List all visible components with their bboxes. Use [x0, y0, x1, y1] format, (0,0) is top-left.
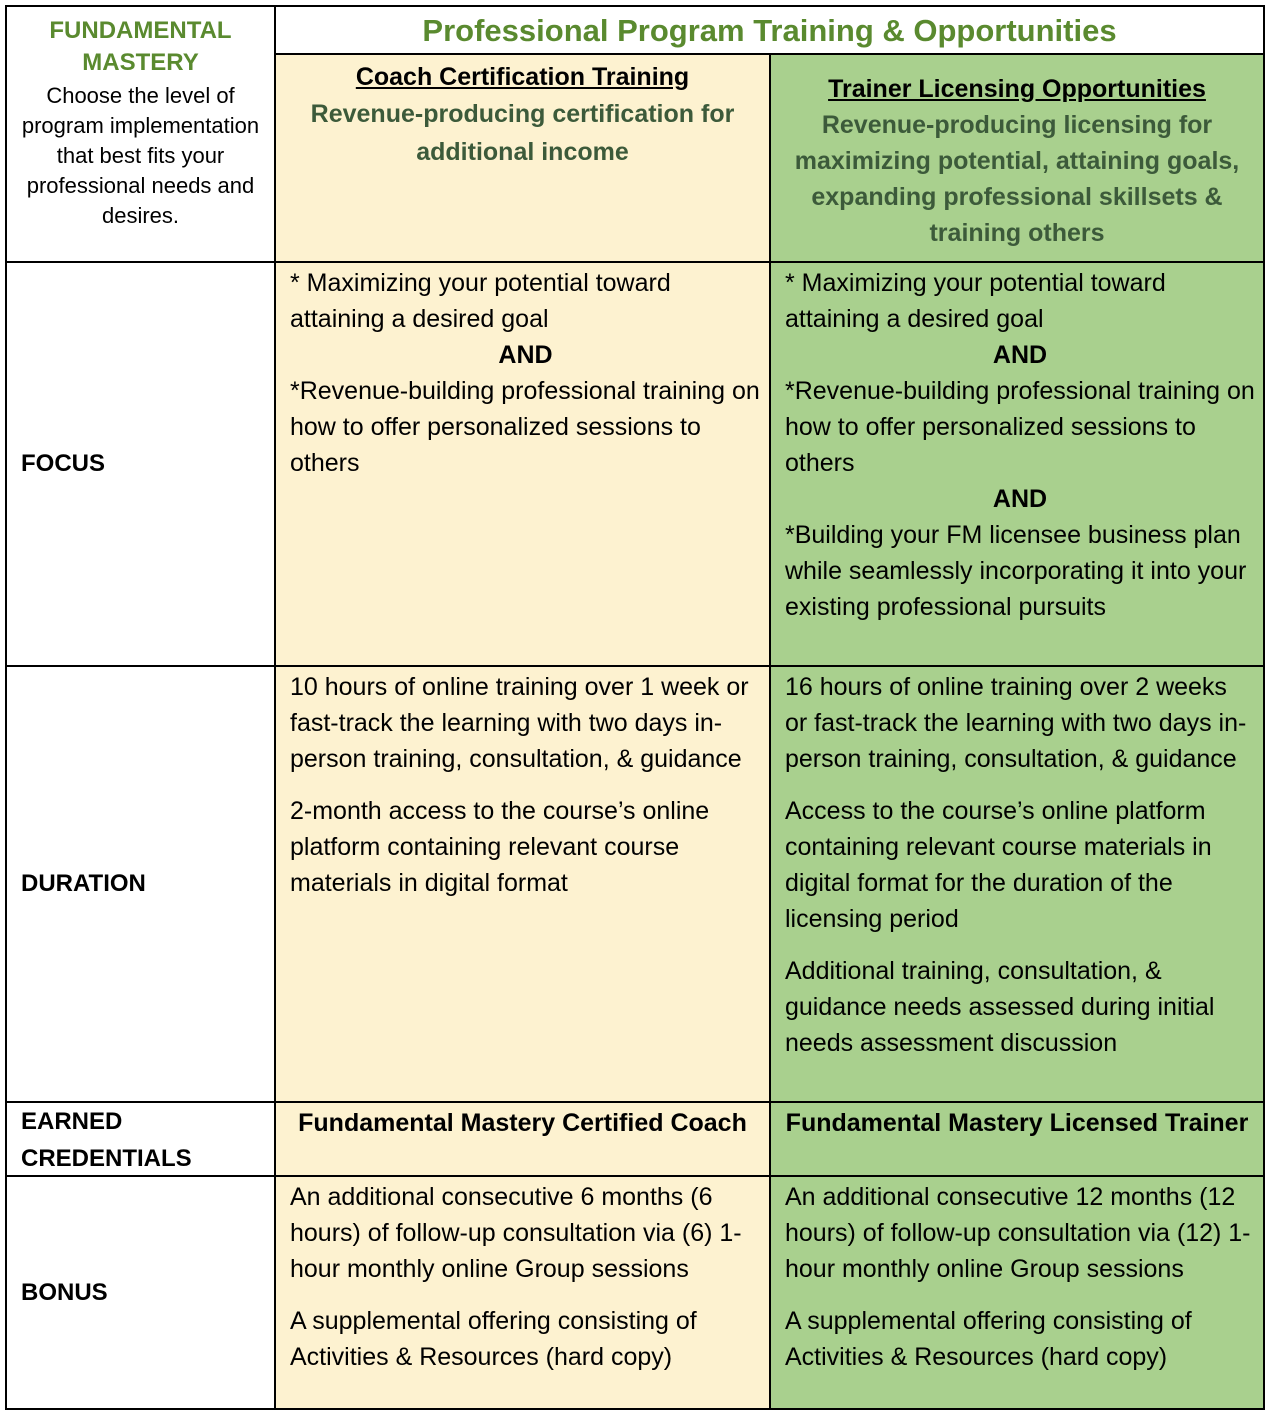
bonus-coach-cell: [274, 1175, 771, 1410]
focus-coach-cell: [274, 261, 771, 667]
earned-credentials-label: EARNED CREDENTIALS: [21, 1108, 192, 1172]
coach-column-subtitle: Revenue-producing certification for additional income: [310, 100, 735, 166]
earned-coach-credential: Fundamental Mastery Certified Coach: [298, 1109, 747, 1137]
bonus-trainer-point-2: A supplemental offering consisting of Activities & Resources (hard copy): [785, 1307, 1192, 1371]
bonus-trainer-point-1: An additional consecutive 12 months (12 hours) of follow-up consultation via (12) 1-hour monthly online Group sessions: [785, 1183, 1251, 1283]
duration-trainer-point-1: 16 hours of online training over 2 weeks or fast-track the learning with two days in-person training, consultation, & guidance: [785, 673, 1247, 773]
earned-trainer-credential: Fundamental Mastery Licensed Trainer: [785, 1109, 1249, 1137]
row-label-bonus: [5, 1175, 276, 1410]
trainer-column-subtitle: Revenue-producing licensing for maximizing potential, attaining goals, expanding professional skillsets & training others: [794, 111, 1240, 247]
fundamental-mastery-title: FUNDAMENTAL MASTERY: [49, 17, 232, 76]
duration-coach-cell: [274, 665, 771, 1103]
duration-label: DURATION: [21, 870, 146, 897]
table-title: Professional Program Training & Opportunities: [422, 13, 1117, 48]
duration-trainer-point-2: Access to the course’s online platform containing relevant course materials in digital format for the duration of the licensing period: [785, 797, 1212, 933]
intro-text: Choose the level of program implementation that best fits your professional needs and desires.: [21, 83, 260, 228]
row-label-earned-credentials: [5, 1101, 276, 1177]
row-label-duration: [5, 665, 276, 1103]
trainer-column-header: [769, 53, 1265, 263]
bonus-label: BONUS: [21, 1278, 108, 1306]
focus-coach-point-2: *Revenue-building professional training on how to offer personalized sessions to others: [290, 377, 760, 477]
focus-trainer-point-3: *Building your FM licensee business plan while seamlessly incorporating it into your existing professional pursuits: [785, 521, 1247, 621]
duration-coach-point-1: 10 hours of online training over 1 week or fast-track the learning with two days in-person training, consultation, & guidance: [290, 673, 749, 773]
table-header: [274, 5, 1265, 55]
duration-trainer-cell: [769, 665, 1265, 1103]
program-comparison-table: [5, 5, 1265, 1410]
duration-coach-point-2: 2-month access to the course’s online platform containing relevant course materials in digital format: [290, 797, 710, 897]
trainer-column-title: Trainer Licensing Opportunities: [828, 75, 1206, 103]
duration-trainer-point-3: Additional training, consultation, & guidance needs assessed during initial needs assessment discussion: [785, 957, 1215, 1057]
coach-column-title: Coach Certification Training: [355, 63, 690, 91]
coach-column-header: [274, 53, 771, 263]
bonus-coach-point-2: A supplemental offering consisting of Activities & Resources (hard copy): [290, 1307, 697, 1371]
focus-trainer-point-2: *Revenue-building professional training on how to offer personalized sessions to others: [785, 377, 1255, 477]
earned-trainer-cell: [769, 1101, 1265, 1177]
focus-trainer-point-1: * Maximizing your potential toward attaining a desired goal: [785, 269, 1166, 333]
bonus-coach-point-1: An additional consecutive 6 months (6 hours) of follow-up consultation via (6) 1-hour monthly online Group sessions: [290, 1183, 742, 1283]
intro-cell: [5, 5, 276, 263]
focus-coach-and: AND: [498, 341, 553, 369]
focus-trainer-cell: [769, 261, 1265, 667]
focus-label: FOCUS: [21, 450, 105, 477]
focus-trainer-and-2: AND: [992, 485, 1048, 513]
focus-trainer-and-1: AND: [992, 341, 1048, 369]
row-label-focus: [5, 261, 276, 667]
earned-coach-cell: [274, 1101, 771, 1177]
bonus-trainer-cell: [769, 1175, 1265, 1410]
focus-coach-point-1: * Maximizing your potential toward attaining a desired goal: [290, 269, 671, 333]
